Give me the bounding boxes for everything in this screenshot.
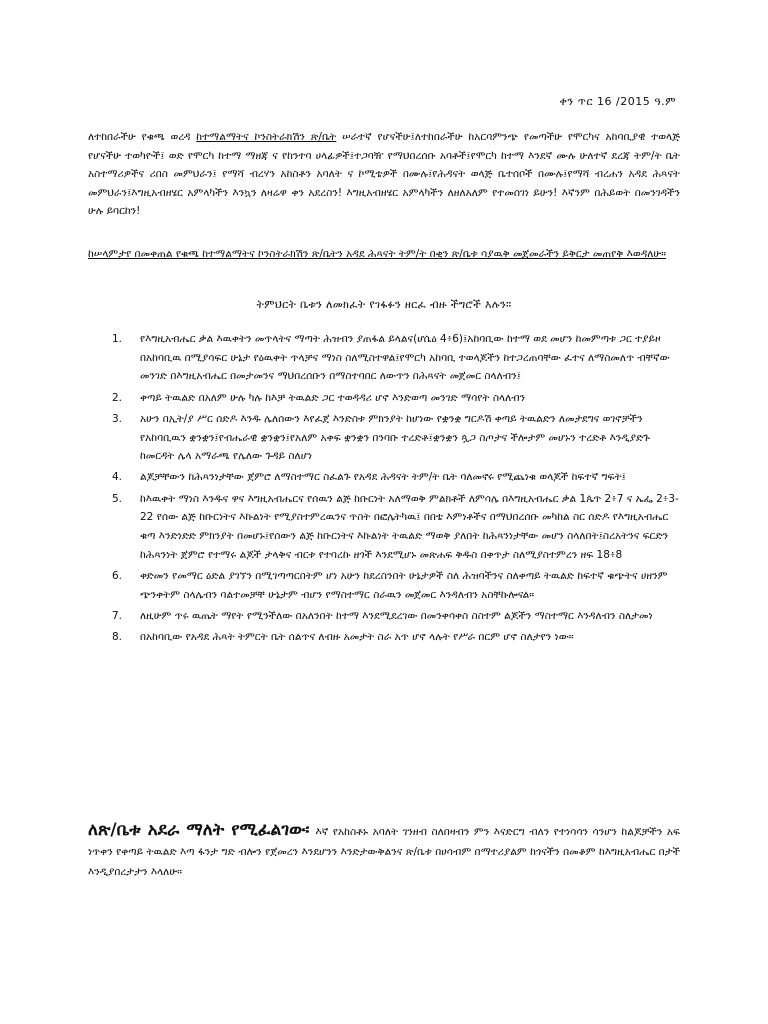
list-item-text: ቀድመን የመማር ዕድል ያገኘን በሚገጣጣርበትም ሆነ አሁን ከደረስንበት ሁኔታዎች ስለ ሕዝባችንና ስለቀጣይ ትዉልድ ከፍተኛ ቁጭትና ሀዘንም ጭንቀትም ስላሌብን ባልተመቻቸ ሁኔታም ብሆን የማስተማር ስራዉን መጀመር እንዳለብን አስቸኩሎናል። [140, 569, 668, 601]
list-item-number: 3. [112, 412, 123, 425]
list-item [104, 628, 682, 647]
closing-lead: ለጽ/ቤቱ አደራ ማለት የሚፈልገው፡ [88, 820, 310, 840]
list-item [104, 330, 682, 386]
list-item-text: ከእዉቀት ማነስ እንዱና ዋና እግዚአብሔርና የሰዉን ልጅ ከቡርነት አለማወቅ ምልክቶች ለምሳሌ በእግዚአብሔር ቃል 1ጴጥ 2፥7 ና ኤፌ 2፥3-22 የሰው ልጅ ከቡርነትና እኩልነት የሚያስተምረዉንና ጥስት በፎሌትካዉ፤ በበቴ እምነቶችና በማህበረሰቡ መካከል ስር ሰድዶ የእግዚአብሔር ቁጣ እንድነድድ ምክንያት በመሆኑ፤የሰውን ልጅ ከቡርነትና እኩልነት ትዉልድ ማወቅ ያለበት ከሕጻንነታቸው መሆን ስላለበት፤ስረአትንና ፍርድን ከሕጻንነት ጀምሮ የተማሩ ልጆች ታላቅና ብርቱ የተባረኩ ዘጎች እንደሚሆኑ መጽሐፍ ቅዱስ በቀጥታ ስለሚያስተምረን ዘፍ 18፥8 [140, 492, 679, 561]
list-item-number: 6. [112, 569, 123, 582]
list-item [104, 389, 682, 408]
letter-date: ቀን ጥር 16 /2015 ዓ.ም [559, 95, 676, 108]
list-item [104, 410, 682, 466]
list-item-text: ቀጣይ ትዉልድ በአለም ሁሉ ካሉ ከእቻ ትዉልድ ጋር ተወዳዳሪ ሆኖ እንድወጣ መንገድ ማሳየት ስላለብን [140, 391, 526, 404]
greeting-text-start: ለተከበራችሁ የቁጫ ወረዳ [88, 131, 197, 143]
reasons-heading: ትምህርት ቤቱን ለመክፈት የገፋፉን ዘርፈ ብዙ ችግሮች እሉን። [256, 298, 512, 311]
list-item-number: 8. [112, 631, 123, 644]
closing-text: እኛ የአከስቶኑ አባለት ገንዘብ ስለበዛብን ምን እናድርግ ብለን የተነሳሳን ሳንሆን ከልጆቻችን አፍ ነጥቀን የቀጣይ ትዉልድ እጣ ፋንታ ግድ ብሎን የጀመረን እንደሆንን እንድታውቅልንና ጽ/ቤቱ በሀሳብም በማተሪያልም ከጎናችን በመቆም ከእግዚአብሔር በታች እንዲያበረታታን እላለሁ። [88, 826, 680, 878]
list-item-number: 5. [112, 492, 123, 505]
list-item [104, 468, 682, 487]
greeting-paragraph [88, 128, 680, 221]
reasons-list [104, 330, 682, 649]
list-item-number: 2. [112, 391, 123, 404]
closing-paragraph [88, 820, 680, 882]
greeting-text-rest: ሠራተኛ የሆናችሁ፤ለተከበራችሁ ከአርባምንጭ የመጣችሁ የሞርካና አከባቢያዊ ተወላጅ የሆናችሁ ተወካዮች፤ ወድ የሞርካ ከተማ ማዘጃ ና የከንተባ ሀላፊዎች፤ተጋባዥ የማህበረሰቡ አባቶች፤የሞርካ ከተማ እንደኛ ሙሉ ሁለተኛ ደረጃ ትም/ት ቤት አስተማሪዎችና ሪበስ መምህራን፤ የማሻ ብረሃን አከስቶን አባለት ና ኮሚቴዎች በሙሉ፤የሕዳናት ወላጅ ቤተሰቦች በሙሉ፤የማሻ ብረሐን አዳደ ሕጻናት መምህራን፤እግዚአብዘሄር አምላካችን እንኳን ለዛሬዋ ቀን አደረስን! እግዚአብዘሄር አምላካችን ለዘለአለም የተመሰገነ ይሁን! እኛንም በሕይወት በመንገዳችን ሁሉ ይባርከን! [88, 131, 680, 217]
office-name-underlined: ከተማልማትና ኮንስትራክሽን ጽ/ቤት [196, 131, 337, 143]
list-item-text: ልጆቻቸውን ከሕጻንነታቸው ጀምሮ ለማስተማር ስፈልጉ የአዳደ ሕዳናት ትም/ት ቤት ባለመኖሩ የሚጨነቁ ወላጆች ከፍተኛ ግፍት፤ [140, 471, 626, 484]
apology-subject-line: ከሠላምታየ በመቀጠል የቁጫ ከተማልማትና ኮንስትራክሽን ጽ/ቤትን አዳደ ሕጻናት ትም/ት በቂን ጽ/ቤቱ ሳያዉቅ መጀመራችን ይቅርታ መጠየቅ እወዳለሁ። [88, 248, 667, 260]
list-item [104, 490, 682, 565]
list-item-number: 1. [112, 333, 123, 345]
list-item-number: 4. [112, 471, 123, 484]
list-item-text: በአከባቢው የአዳደ ሕጻት ትምርት ቤት ሰልጥና ለብዙ አመታት ስራ አጥ ሆኖ ላሉት የሥራ በርም ሆኖ ስለታየን ነው። [140, 631, 574, 644]
list-item-number: 7. [112, 609, 123, 622]
list-item-text: ለዚሁም ጥሩ ዉጤት ማየት የሚንችለው በአለንበት ከተማ እንደሚደረገው በመንቀሳቀስ ስስተም ልጆችን ማስተማር እንዳለብን ስለታመነ [140, 609, 653, 622]
list-item [104, 567, 682, 604]
list-item [104, 607, 682, 626]
list-item-text: አሁን በኢት/ያ ሥር ሰድዶ እንዱ ሌለሰውን እየፈጀ እንድስቱ ምክንያት ከሆነው የቋንቋ ግርዶሽ ቀጣይ ትዉልድን ለመታደግና ወገኖቻችን የአከባቢዉን ቋንቋን፤የብሔራዊ ቋንቋን፤የአለም አቀፍ ቋንቋን በንባቡ ተረድቶ፤ቋንቋን ጷጋ ስጦታና ችሎታም መሆኑን ተረድቶ እንዲያድጉ ከመርዳት ሌላ አማራጫ የሌለው ጉዳይ ስለሆነ [140, 412, 650, 463]
list-item-text: የእግዚአብሔር ቃል እዉቀትን መጥላትና ማጣት ሕዝብን ያጠፋል ይላልና(ሆሴዕ 4፥6)፤አከባቢው ከተማ ወደ መሆን ከመምጣቱ ጋር ተያይዞ በአከባቢዉ በሚያሳፍር ሁኔታ የዕዉቀት ጥላቻና ማነስ ስለሚስተዋል፤የሞርካ አከባቢ ተወላጆችን ከተጋረጠባቸው ፈተና ለማስመለጥ ብቸኛው መንገድ በእግዚአብሔር በመታመንና ማህበረሰቡን በማስተባበር ለውጥን በሕጻናት መጀመር ስላለብን፤ [140, 333, 670, 383]
